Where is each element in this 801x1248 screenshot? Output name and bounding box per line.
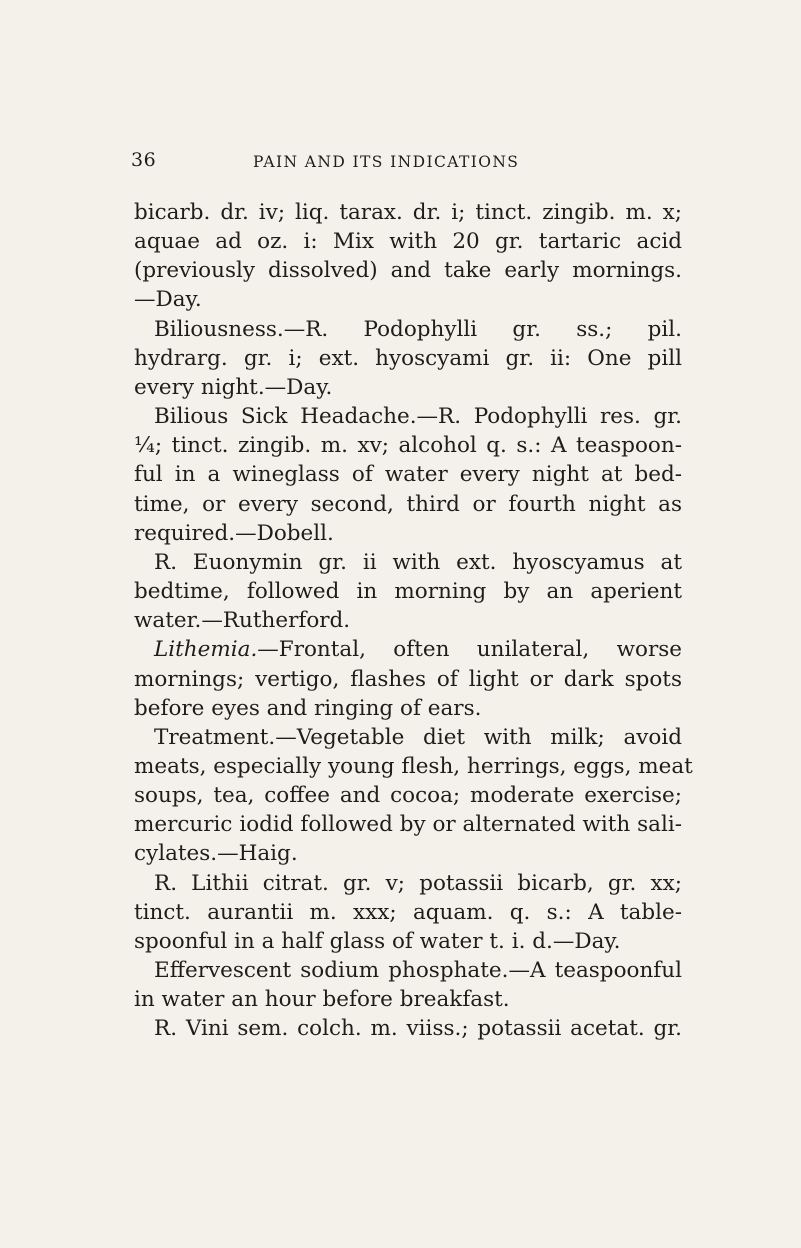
text-line: aquae ad oz. i: Mix with 20 gr. tartaric acid	[134, 229, 682, 255]
text-line: spoonful in a half glass of water t. i. d.—Day.	[134, 928, 621, 954]
text-line: Treatment.—Vegetable diet with milk; avoid	[154, 724, 682, 750]
text-line: —Day.	[134, 287, 202, 313]
text-line: bicarb. dr. iv; liq. tarax. dr. i; tinct. zingib. m. x;	[134, 200, 682, 225]
text-line: bedtime, followed in morning by an aperient	[134, 579, 682, 605]
text-line: before eyes and ringing of ears.	[134, 695, 482, 721]
text-line: ful in a wineglass of water every night at bed-	[134, 462, 682, 488]
text-line: ¼; tinct. zingib. m. xv; alcohol q. s.: A teaspoon-	[134, 433, 682, 459]
text-line: meats, especially young flesh, herrings, eggs, meat	[134, 753, 693, 779]
page-number: 36	[131, 149, 157, 171]
text-line: mornings; vertigo, flashes of light or dark spots	[134, 666, 682, 692]
text-line: mercuric iodid followed by or alternated with sali-	[134, 812, 682, 838]
text-line: (previously dissolved) and take early mornings.	[134, 258, 682, 284]
text-line: Biliousness.—R. Podophylli gr. ss.; pil.	[154, 316, 682, 342]
text-line: R. Lithii citrat. gr. v; potassii bicarb, gr. xx;	[154, 870, 682, 896]
text-line: R. Euonymin gr. ii with ext. hyoscyamus at	[154, 549, 682, 575]
text-line: cylates.—Haig.	[134, 841, 298, 867]
text-line: Bilious Sick Headache.—R. Podophylli res. gr.	[154, 404, 682, 430]
text-line: time, or every second, third or fourth night as	[134, 491, 682, 517]
text-run: —Frontal, often unilateral, worse	[257, 637, 682, 663]
text-line: in water an hour before breakfast.	[134, 987, 510, 1013]
italic-heading: Lithemia.	[154, 637, 258, 663]
text-line: required.—Dobell.	[134, 520, 334, 546]
text-line: tinct. aurantii m. xxx; aquam. q. s.: A table-	[134, 899, 682, 925]
text-line	[134, 635, 682, 664]
running-head: PAIN AND ITS INDICATIONS	[253, 153, 520, 171]
text-line: soups, tea, coffee and cocoa; moderate exercise;	[134, 783, 682, 809]
body-text	[134, 198, 693, 1044]
text-line: every night.—Day.	[134, 374, 333, 400]
text-line: Effervescent sodium phosphate.—A teaspoonful	[154, 958, 682, 984]
text-line: hydrarg. gr. i; ext. hyoscyami gr. ii: One pill	[134, 345, 682, 371]
text-line: water.—Rutherford.	[134, 608, 351, 634]
text-line: R. Vini sem. colch. m. viiss.; potassii acetat. gr.	[154, 1016, 682, 1042]
